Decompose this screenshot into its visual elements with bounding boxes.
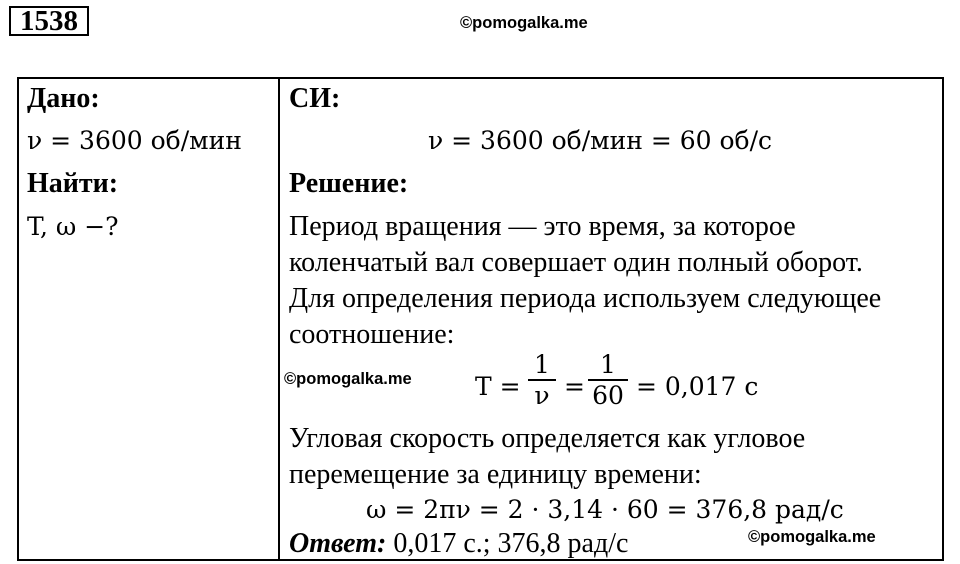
omega-formula: ω = 2πν = 2 · 3,14 · 60 = 376,8 рад/с <box>366 495 844 524</box>
given-heading: Дано: <box>27 83 100 114</box>
watermark-middle: ©pomogalka.me <box>284 370 412 388</box>
equals-sign: = <box>564 372 585 401</box>
para1-line3: Для определения периода используем следующее <box>289 283 882 314</box>
find-heading: Найти: <box>27 168 119 199</box>
answer-text: 0,017 с.; 376,8 рад/с <box>386 528 629 559</box>
para1-line1: Период вращения — это время, за которое <box>289 211 796 242</box>
answer-line <box>289 528 628 560</box>
fraction-1-over-nu <box>528 350 556 410</box>
para1-line4: соотношение: <box>289 319 455 350</box>
si-conversion: ν = 3600 об/мин = 60 об/с <box>428 126 773 155</box>
fraction-1-denominator: ν <box>528 379 556 410</box>
fraction-2-numerator: 1 <box>600 350 616 379</box>
fraction-1-over-60 <box>588 350 628 410</box>
para2-line2: перемещение за единицу времени: <box>289 459 702 490</box>
watermark-bottom: ©pomogalka.me <box>748 528 876 546</box>
given-nu: ν = 3600 об/мин <box>27 126 242 155</box>
fraction-1-numerator: 1 <box>534 350 550 379</box>
period-lhs: T = <box>475 372 521 401</box>
fraction-2-denominator: 60 <box>588 379 628 410</box>
watermark-top: ©pomogalka.me <box>460 14 588 32</box>
si-heading: СИ: <box>289 83 341 114</box>
find-line: T, ω −? <box>27 212 119 241</box>
period-result: = 0,017 с <box>636 372 759 401</box>
problem-number: 1538 <box>9 6 89 36</box>
answer-label: Ответ: <box>289 528 387 559</box>
solution-heading: Решение: <box>289 168 409 199</box>
para2-line1: Угловая скорость определяется как угловое <box>289 423 806 454</box>
para1-line2: коленчатый вал совершает один полный оборот. <box>289 247 863 278</box>
